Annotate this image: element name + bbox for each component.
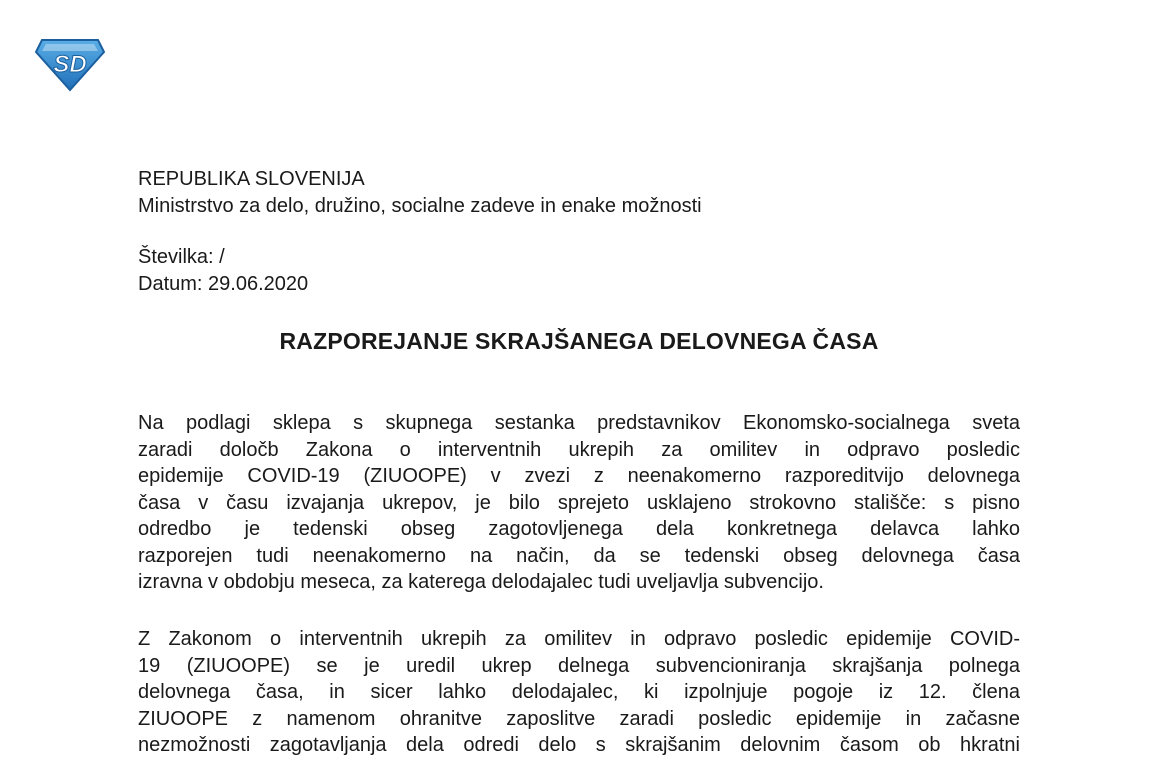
body-paragraph-1 bbox=[138, 410, 1020, 596]
paragraph-line: Na podlagi sklepa s skupnega sestanka predstavnikov Ekonomsko-socialnega sveta bbox=[138, 412, 1020, 434]
logo-letters: SD bbox=[53, 51, 87, 78]
paragraph-line: izravna v obdobju meseca, za katerega delodajalec tudi uveljavlja subvencijo. bbox=[138, 571, 824, 593]
body-paragraph-2 bbox=[138, 626, 1020, 759]
document-header bbox=[138, 166, 702, 220]
paragraph-line: delovnega časa, in sicer lahko delodajalec, ki izpolnjuje pogoje iz 12. člena bbox=[138, 681, 1020, 703]
paragraph-line: nezmožnosti zagotavljanja dela odredi delo s skrajšanim delovnim časom ob hkratni bbox=[138, 734, 1020, 756]
document-title: RAZPOREJANJE SKRAJŠANEGA DELOVNEGA ČASA bbox=[279, 328, 879, 354]
paragraph-line: Z Zakonom o interventnih ukrepih za omilitev in odpravo posledic epidemije COVID- bbox=[138, 628, 1020, 650]
sd-diamond-logo-icon bbox=[34, 36, 106, 92]
paragraph-line: 19 (ZIUOOPE) se je uredil ukrep delnega subvencioniranja skrajšanja polnega bbox=[138, 654, 1020, 677]
paragraph-line: časa v času izvajanja ukrepov, je bilo sprejeto usklajeno strokovno stališče: s pisno bbox=[138, 491, 1020, 514]
country-name: REPUBLIKA SLOVENIJA bbox=[138, 168, 365, 190]
paragraph-line: razporejen tudi neenakomerno na način, da se tedenski obseg delovnega časa bbox=[138, 544, 1020, 567]
paragraph-line: ZIUOOPE z namenom ohranitve zaposlitve zaradi posledic epidemije in začasne bbox=[138, 707, 1020, 730]
paragraph-line: zaradi določb Zakona o interventnih ukrepih za omilitev in odpravo posledic bbox=[138, 438, 1020, 461]
document-meta bbox=[138, 244, 308, 298]
document-date: Datum: 29.06.2020 bbox=[138, 273, 309, 295]
paragraph-line: odredbo je tedenski obseg zagotovljenega dela konkretnega delavca lahko bbox=[138, 518, 1020, 540]
paragraph-line: epidemije COVID-19 (ZIUOOPE) v zvezi z neenakomerno razporeditvijo delovnega bbox=[138, 465, 1020, 487]
ministry-name: Ministrstvo za delo, družino, socialne zadeve in enake možnosti bbox=[138, 195, 702, 217]
document-number: Številka: / bbox=[138, 246, 225, 268]
